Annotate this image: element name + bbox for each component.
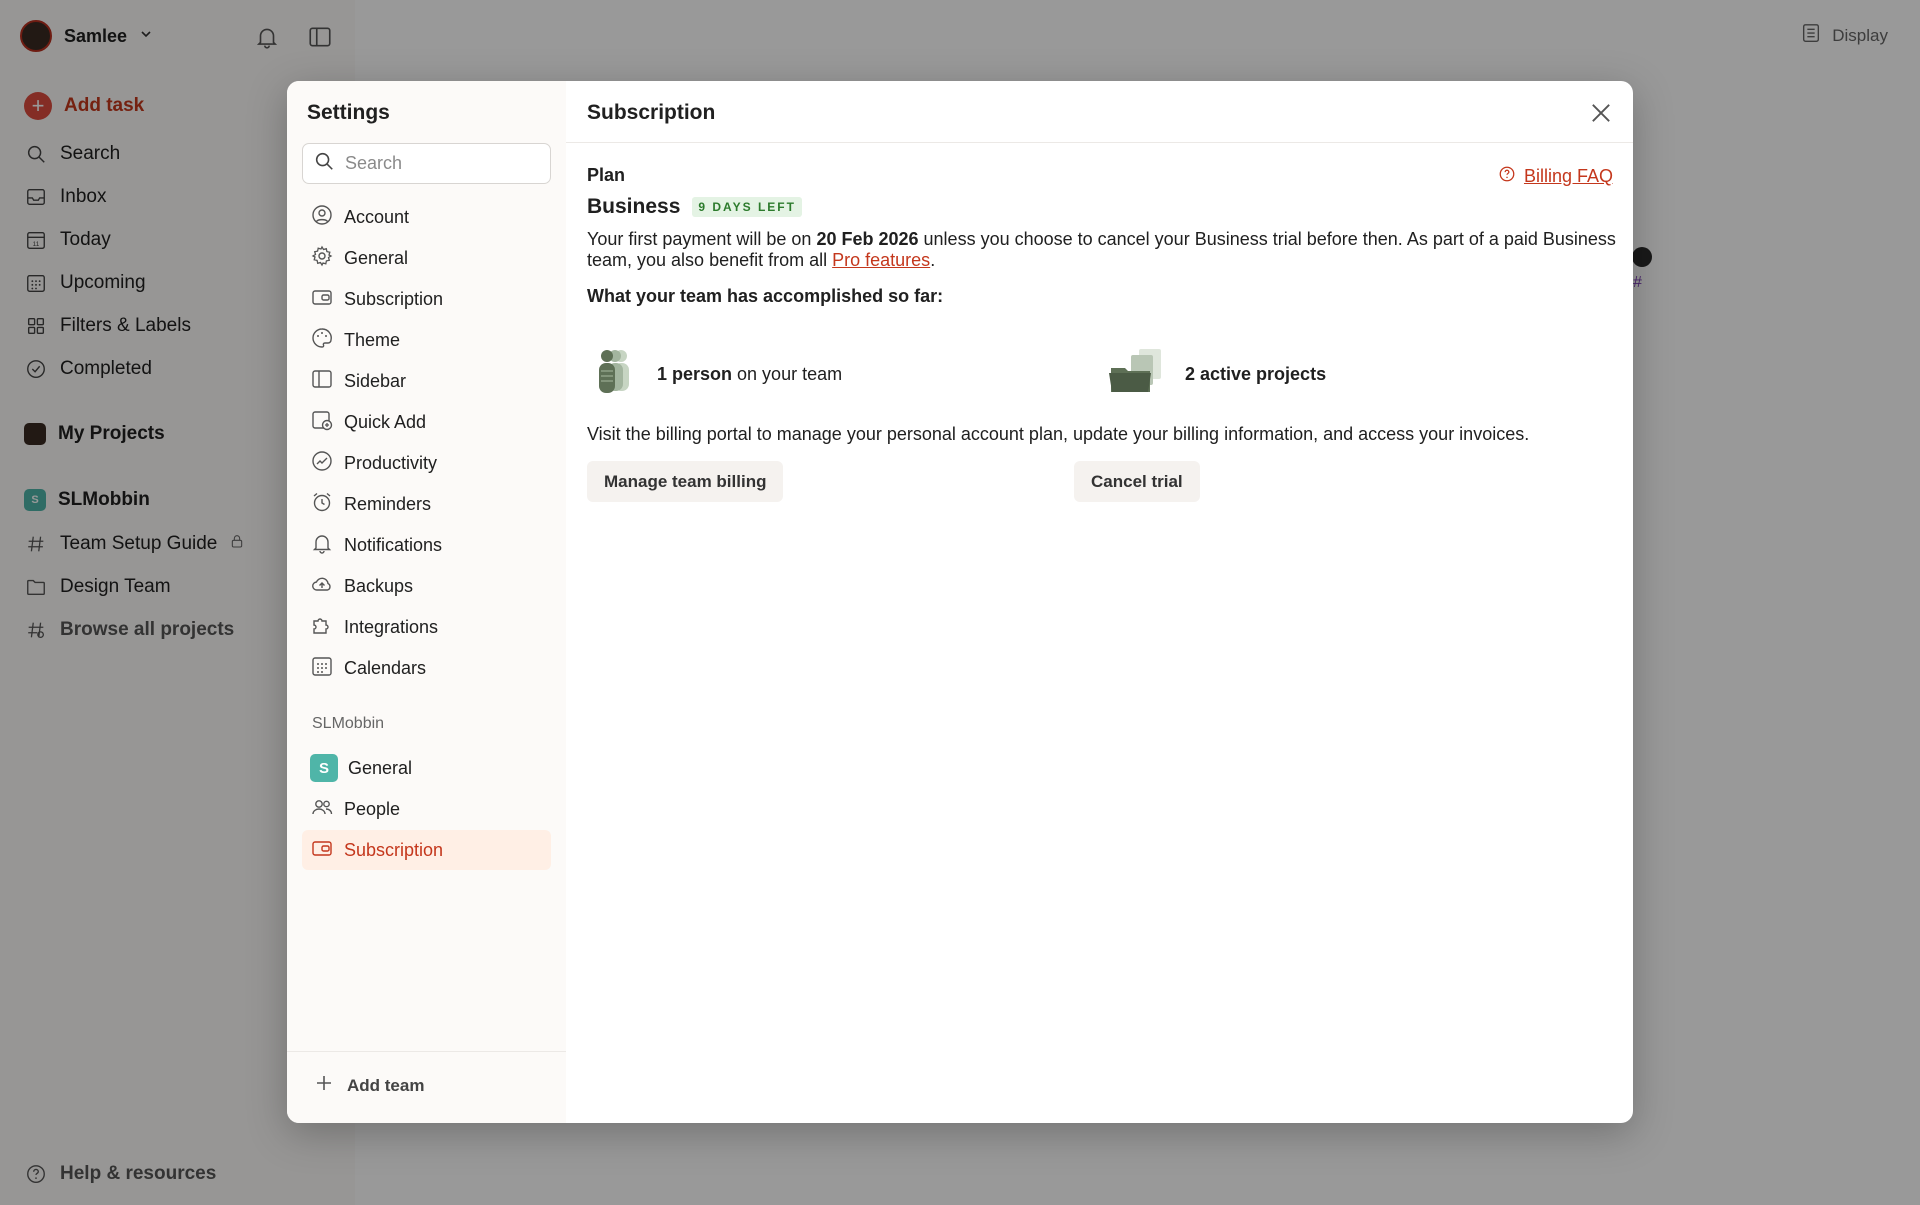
wallet-icon: [310, 836, 334, 865]
settings-nav-sidebar[interactable]: [302, 361, 551, 401]
settings-nav-label: Sidebar: [344, 370, 407, 391]
folders-illustration-icon: [1107, 346, 1167, 403]
quick-add-icon: [310, 408, 334, 437]
accomplished-heading: What your team has accomplished so far:: [587, 286, 944, 306]
settings-nav-label: General: [344, 247, 409, 268]
plan-text-part: unless you choose to cancel your Business trial before then. As part of a paid Business team, you also benefit from all: [587, 229, 1616, 270]
settings-nav-label: Productivity: [344, 452, 438, 473]
close-icon: [1587, 114, 1615, 131]
my-projects-label: My Projects: [58, 423, 165, 444]
divider: [287, 1051, 566, 1052]
project-label: Team Setup Guide: [60, 533, 218, 554]
sidebar-icon: [310, 367, 334, 396]
settings-title: Settings: [307, 101, 390, 124]
settings-modal: [287, 81, 1633, 1123]
search-icon: [313, 150, 335, 177]
add-team-button[interactable]: [315, 1074, 424, 1097]
status-badge: 9 DAYS LEFT: [692, 197, 802, 217]
settings-nav-subscription[interactable]: [302, 279, 551, 319]
billing-portal-text: Visit the billing portal to manage your personal account plan, update your billing information, and access your invoices.: [587, 424, 1530, 444]
settings-search[interactable]: [302, 143, 551, 184]
settings-nav-label: Backups: [344, 575, 414, 596]
people-icon: [310, 795, 334, 824]
browse-label: Browse all projects: [60, 619, 235, 640]
billing-faq-label: Billing FAQ: [1523, 166, 1613, 186]
people-count: 1 person: [657, 364, 733, 384]
settings-nav-label: Subscription: [344, 839, 444, 860]
plus-icon: [315, 1074, 333, 1097]
svg-text:11: 11: [32, 240, 40, 248]
projects-stat: [1107, 346, 1326, 403]
settings-nav-label: People: [344, 798, 401, 819]
plus-icon: +: [24, 92, 52, 120]
settings-nav-label: Reminders: [344, 493, 432, 514]
nav-label: Search: [60, 143, 121, 164]
add-team-label: Add team: [347, 1075, 425, 1095]
settings-nav-reminders[interactable]: [302, 484, 551, 524]
content-header: [566, 81, 1633, 143]
settings-nav-team-general[interactable]: [302, 748, 551, 788]
plan-name: Business: [587, 195, 681, 218]
plan-description: [587, 229, 1617, 271]
help-label: Help & resources: [60, 1163, 217, 1184]
nav-label: Upcoming: [60, 272, 146, 293]
settings-nav-integrations[interactable]: [302, 607, 551, 647]
nav-label: Inbox: [60, 186, 107, 207]
settings-nav-label: General: [348, 757, 413, 778]
settings-nav-people[interactable]: [302, 789, 551, 829]
team-label: SLMobbin: [58, 489, 150, 510]
productivity-icon: [310, 449, 334, 478]
plan-text-part: .: [930, 250, 936, 270]
settings-sidebar: [287, 81, 566, 1123]
bell-icon: [310, 531, 334, 560]
settings-nav-backups[interactable]: [302, 566, 551, 606]
settings-nav-notifications[interactable]: [302, 525, 551, 565]
people-illustration-icon: [587, 346, 639, 403]
wallet-icon: [310, 285, 334, 314]
settings-nav-theme[interactable]: [302, 320, 551, 360]
people-stat-text: [657, 364, 842, 385]
settings-nav-account[interactable]: [302, 197, 551, 237]
payment-date: 20 Feb 2026: [816, 229, 919, 249]
cloud-upload-icon: [310, 572, 334, 601]
team-avatar: S: [310, 754, 338, 782]
nav-label: Filters & Labels: [60, 315, 191, 336]
settings-nav-label: Theme: [344, 329, 401, 350]
subscription-content: [566, 81, 1633, 1123]
alarm-icon: [310, 490, 334, 519]
calendar-icon: [310, 654, 334, 683]
user-name: Samlee: [64, 25, 128, 46]
manage-team-billing-button[interactable]: Manage team billing: [587, 461, 783, 502]
hash-icon: #: [1633, 274, 1642, 291]
palette-icon: [310, 326, 334, 355]
settings-nav-label: Quick Add: [344, 411, 427, 432]
user-circle-icon: [310, 203, 334, 232]
billing-faq-link[interactable]: [1498, 165, 1613, 188]
people-suffix: on your team: [732, 364, 843, 384]
display-label: Display: [1832, 25, 1888, 45]
plan-row: [587, 195, 802, 219]
settings-nav-label: Integrations: [344, 616, 439, 637]
settings-nav-label: Calendars: [344, 657, 427, 678]
people-stat: [587, 346, 842, 403]
plan-label: Plan: [587, 165, 626, 185]
settings-search-input[interactable]: [345, 153, 535, 174]
puzzle-icon: [310, 613, 334, 642]
settings-nav-general[interactable]: [302, 238, 551, 278]
help-circle-icon: [1498, 165, 1516, 188]
nav-label: Completed: [60, 358, 152, 379]
add-task-label: Add task: [64, 95, 145, 116]
settings-nav-label: Notifications: [344, 534, 443, 555]
team-section-header: SLMobbin: [312, 715, 385, 732]
settings-nav-quick-add[interactable]: [302, 402, 551, 442]
projects-count: 2 active projects: [1185, 364, 1327, 384]
cancel-trial-button[interactable]: Cancel trial: [1074, 461, 1200, 502]
settings-nav-label: Subscription: [344, 288, 444, 309]
project-label: Design Team: [60, 576, 171, 597]
team-avatar: S: [24, 489, 46, 511]
plan-text-part: Your first payment will be on: [587, 229, 817, 249]
settings-nav-team-subscription[interactable]: [302, 830, 551, 870]
settings-nav-calendars[interactable]: [302, 648, 551, 688]
pro-features-link[interactable]: Pro features: [832, 250, 931, 270]
close-button[interactable]: [1587, 99, 1615, 127]
nav-label: Today: [60, 229, 111, 250]
settings-nav-label: Account: [344, 206, 410, 227]
settings-nav-productivity[interactable]: [302, 443, 551, 483]
gear-icon: [310, 244, 334, 273]
page-title: Subscription: [587, 101, 716, 124]
